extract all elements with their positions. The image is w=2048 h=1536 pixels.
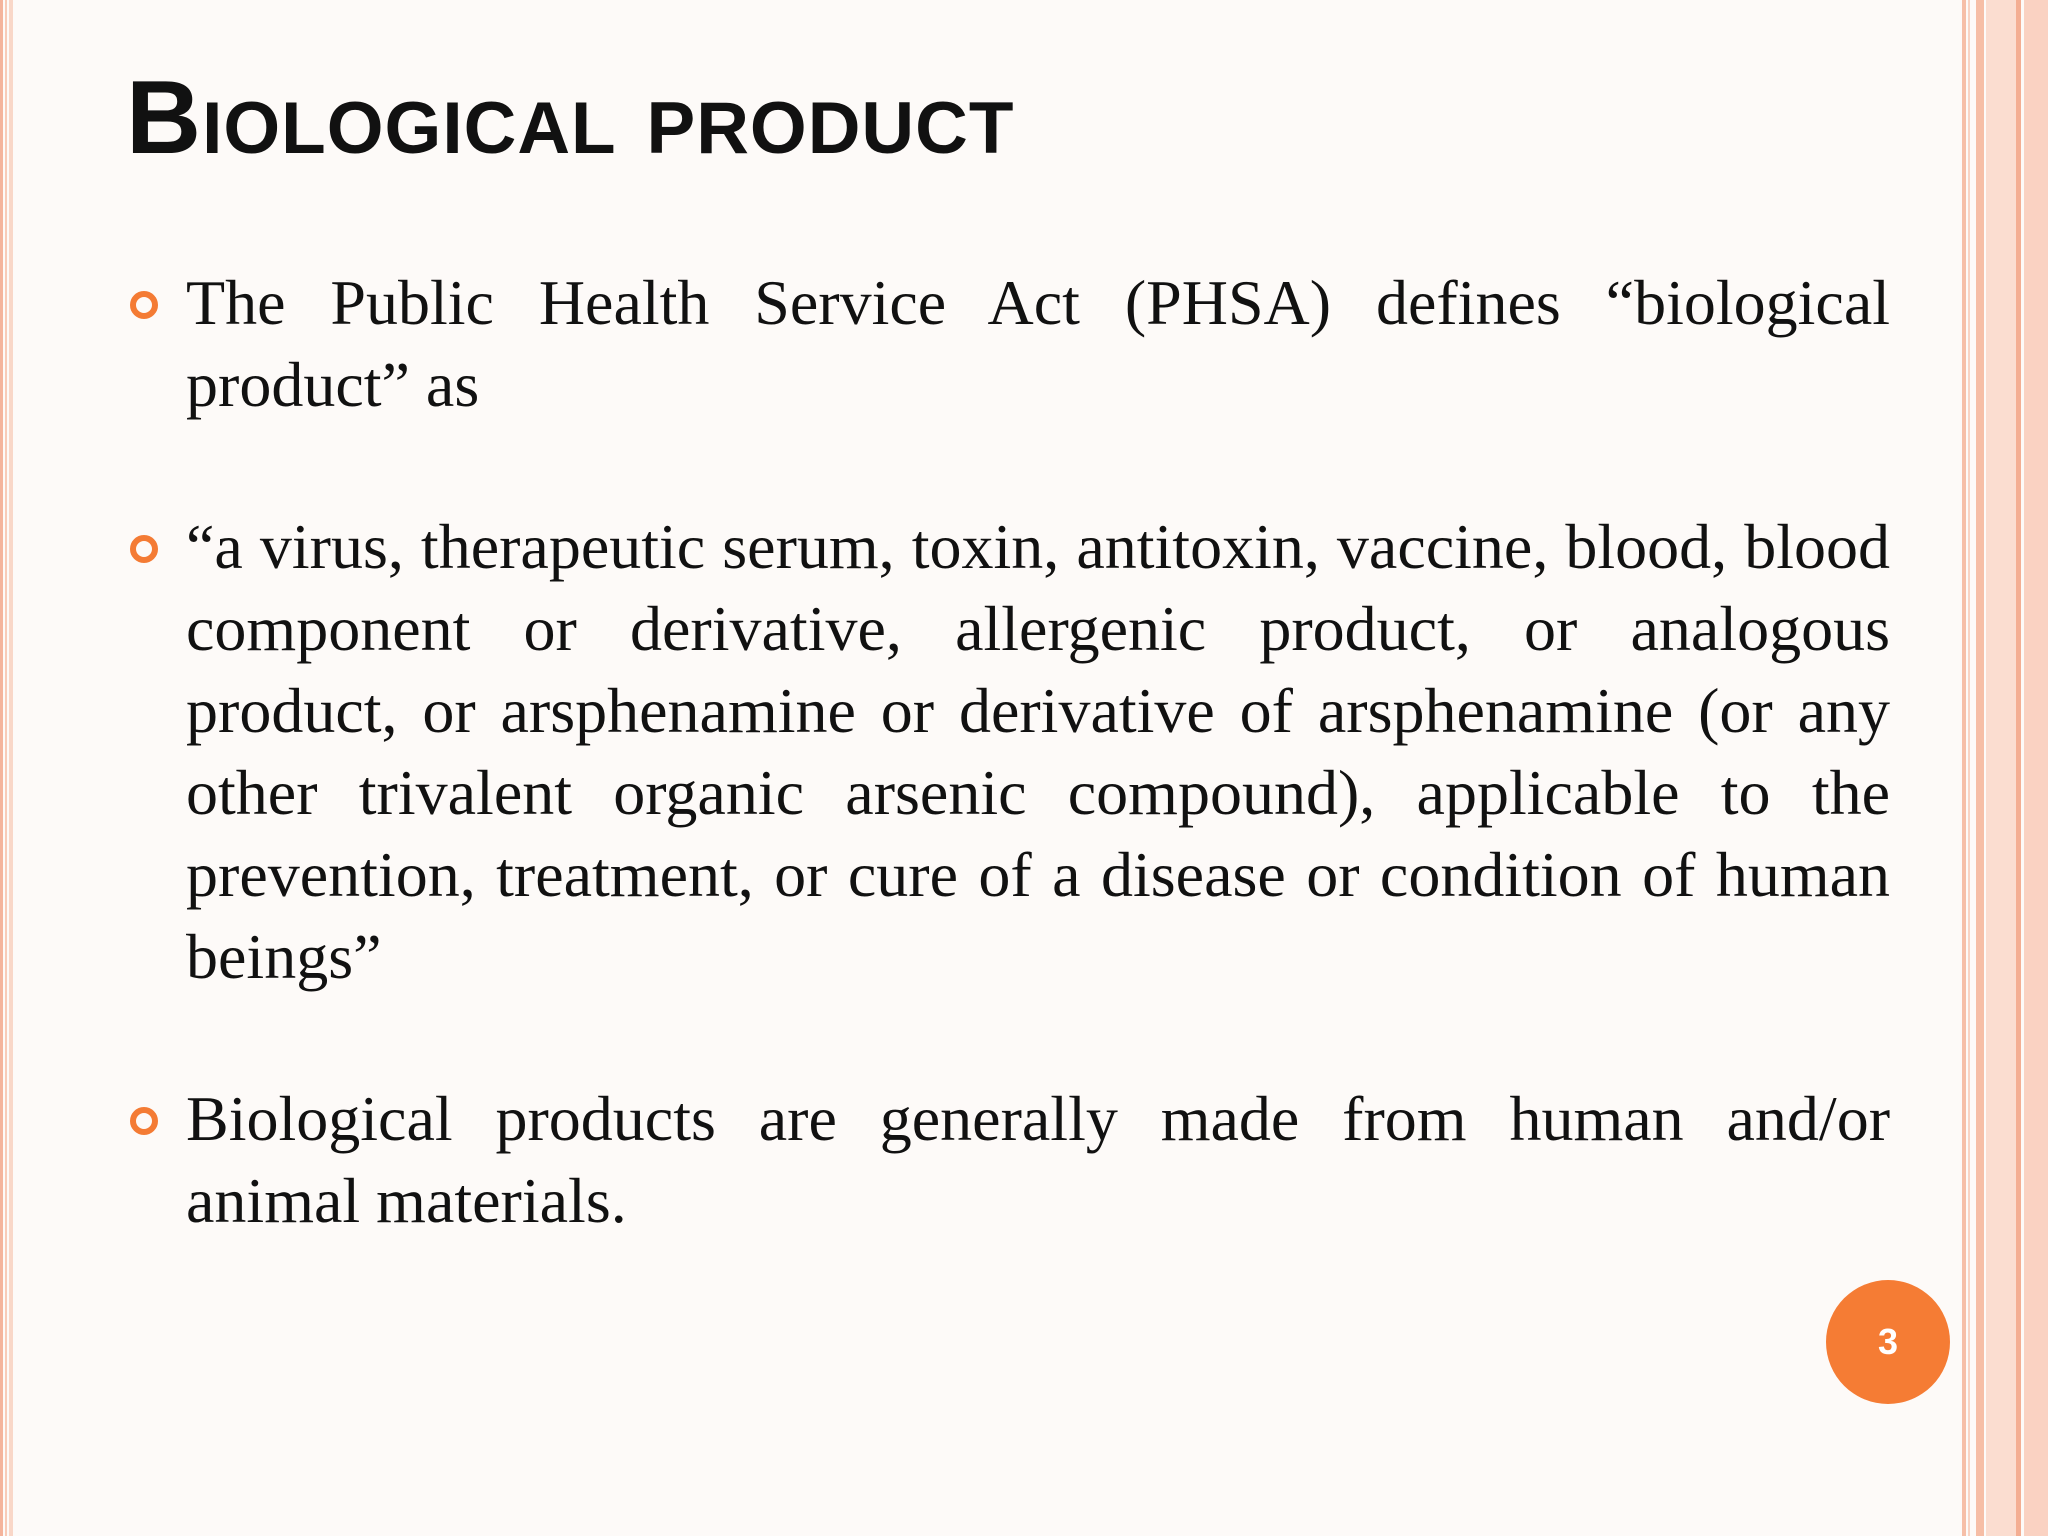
bullet-item [130, 262, 1890, 426]
right-border-stripe [1962, 0, 1966, 1536]
right-border-stripe [1968, 0, 1970, 1536]
bullet-list [130, 262, 1890, 1322]
circle-bullet-icon [130, 1107, 158, 1135]
page-number-badge: 3 [1826, 1280, 1950, 1404]
right-border-stripe [1986, 0, 2016, 1536]
bullet-item [130, 1078, 1890, 1242]
bullet-text: “a virus, therapeutic serum, toxin, antitoxin, vaccine, blood, blood component or derivative, allergenic product, or analogous product, or arsphenamine or derivative of arsphenamine (or any other trivalent organic arsenic compound), applicable to the prevention, treatment, or cure of a disease or condition of human beings” [186, 511, 1890, 992]
slide-title: Biological product [126, 60, 1015, 176]
circle-bullet-icon [130, 291, 158, 319]
circle-bullet-icon [130, 535, 158, 563]
left-border-stripe [0, 0, 3, 1536]
bullet-item [130, 506, 1890, 998]
bullet-text: The Public Health Service Act (PHSA) defines “biological product” as [186, 267, 1890, 420]
right-border-stripe [1976, 0, 1984, 1536]
right-border-stripe [2024, 0, 2048, 1536]
left-border-stripe [5, 0, 7, 1536]
bullet-text: Biological products are generally made from human and/or animal materials. [186, 1083, 1890, 1236]
left-border-stripe [9, 0, 13, 1536]
right-border-stripe [2016, 0, 2021, 1536]
